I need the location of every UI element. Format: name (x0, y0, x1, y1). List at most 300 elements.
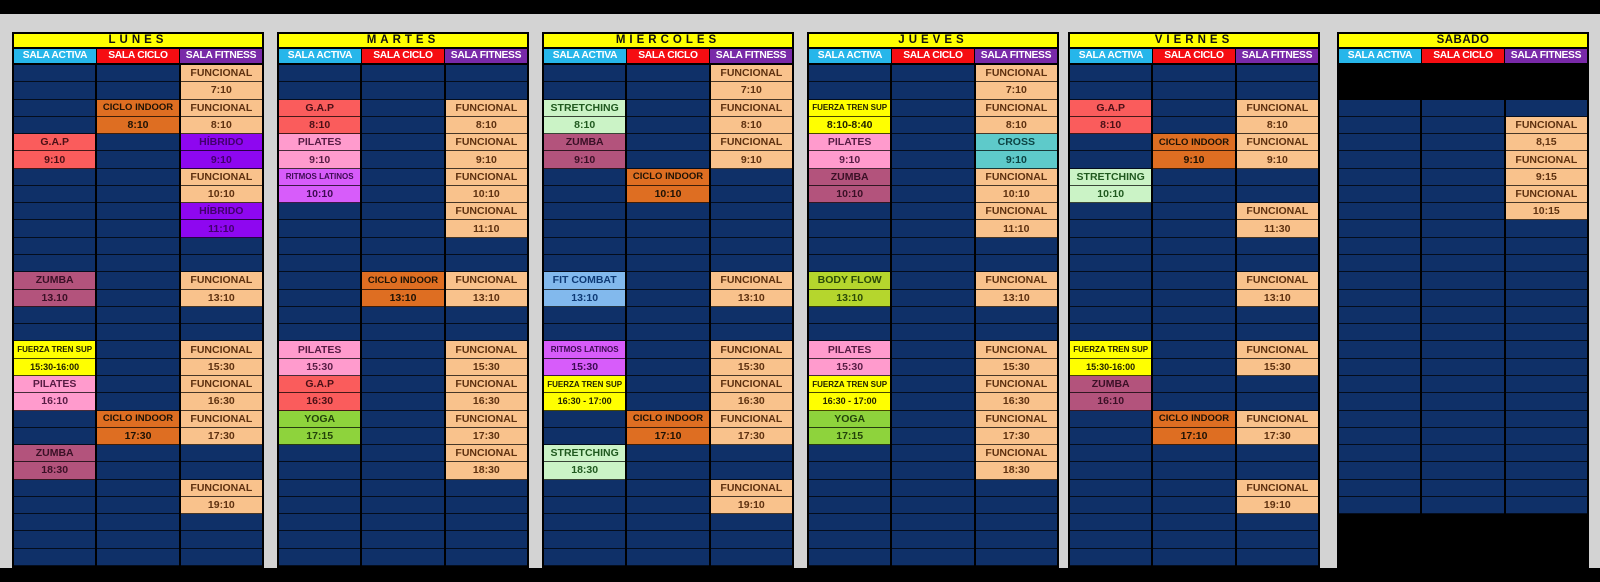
class-name-funcional[interactable]: FUNCIONAL (711, 376, 792, 393)
empty-cell[interactable] (97, 480, 178, 497)
empty-cell[interactable] (627, 514, 708, 531)
empty-cell[interactable] (544, 203, 625, 220)
empty-cell[interactable] (362, 514, 443, 531)
empty-cell[interactable] (279, 514, 360, 531)
empty-cell[interactable] (1339, 117, 1420, 134)
empty-cell[interactable] (892, 497, 973, 514)
empty-cell[interactable] (1070, 151, 1151, 168)
empty-cell[interactable] (1339, 255, 1420, 272)
empty-cell[interactable] (627, 549, 708, 566)
empty-cell[interactable] (892, 65, 973, 82)
empty-cell[interactable] (1070, 255, 1151, 272)
class-name-stretching[interactable]: STRETCHING (1070, 169, 1151, 186)
empty-cell[interactable] (446, 65, 527, 82)
empty-cell[interactable] (544, 497, 625, 514)
empty-cell[interactable] (1070, 290, 1151, 307)
empty-cell[interactable] (892, 324, 973, 341)
class-name-funcional[interactable]: FUNCIONAL (1237, 134, 1318, 151)
class-time-funcional[interactable]: 8:10 (181, 117, 262, 134)
empty-cell[interactable] (1070, 462, 1151, 479)
room-header-sala-fitness[interactable]: SALA FITNESS (445, 49, 527, 63)
empty-cell[interactable] (1506, 290, 1587, 307)
empty-cell[interactable] (809, 255, 890, 272)
empty-cell[interactable] (1070, 445, 1151, 462)
empty-cell[interactable] (362, 359, 443, 376)
class-name-funcional[interactable]: FUNCIONAL (1506, 151, 1587, 168)
class-name-yoga[interactable]: YOGA (279, 411, 360, 428)
class-name-zumba[interactable]: ZUMBA (14, 445, 95, 462)
empty-cell[interactable] (544, 531, 625, 548)
empty-cell[interactable] (14, 100, 95, 117)
class-time-funcional[interactable]: 17:30 (1237, 428, 1318, 445)
empty-cell[interactable] (1070, 272, 1151, 289)
class-name-funcional[interactable]: FUNCIONAL (446, 169, 527, 186)
day-title-lunes[interactable]: LUNES (12, 32, 264, 49)
empty-cell[interactable] (1070, 514, 1151, 531)
empty-cell[interactable] (14, 238, 95, 255)
empty-cell[interactable] (279, 445, 360, 462)
empty-cell[interactable] (97, 169, 178, 186)
class-time-fuerza-tren-sup[interactable]: 16:30 - 17:00 (809, 393, 890, 410)
class-time-zumba[interactable]: 9:10 (544, 151, 625, 168)
empty-cell[interactable] (892, 186, 973, 203)
empty-cell[interactable] (711, 549, 792, 566)
empty-cell[interactable] (1422, 376, 1503, 393)
empty-cell[interactable] (1237, 65, 1318, 82)
class-time-g-a-p[interactable]: 9:10 (14, 151, 95, 168)
empty-cell[interactable] (1237, 514, 1318, 531)
empty-cell[interactable] (892, 428, 973, 445)
empty-cell[interactable] (976, 324, 1057, 341)
class-name-pilates[interactable]: PILATES (279, 134, 360, 151)
empty-cell[interactable] (1339, 290, 1420, 307)
empty-cell[interactable] (892, 376, 973, 393)
empty-cell[interactable] (362, 428, 443, 445)
empty-cell[interactable] (892, 290, 973, 307)
empty-cell[interactable] (627, 445, 708, 462)
empty-cell[interactable] (976, 307, 1057, 324)
empty-cell[interactable] (14, 65, 95, 82)
empty-cell[interactable] (279, 531, 360, 548)
empty-cell[interactable] (627, 480, 708, 497)
empty-cell[interactable] (892, 151, 973, 168)
room-header-sala-activa[interactable]: SALA ACTIVA (14, 49, 97, 63)
empty-cell[interactable] (892, 359, 973, 376)
class-time-funcional[interactable]: 15:30 (1237, 359, 1318, 376)
room-header-sala-activa[interactable]: SALA ACTIVA (279, 49, 362, 63)
empty-cell[interactable] (279, 307, 360, 324)
empty-cell[interactable] (1237, 238, 1318, 255)
empty-cell[interactable] (279, 462, 360, 479)
class-name-funcional[interactable]: FUNCIONAL (1237, 341, 1318, 358)
empty-cell[interactable] (1153, 376, 1234, 393)
class-name-funcional[interactable]: FUNCIONAL (446, 134, 527, 151)
empty-cell[interactable] (1153, 272, 1234, 289)
class-time-funcional[interactable]: 19:10 (711, 497, 792, 514)
class-time-funcional[interactable]: 15:30 (976, 359, 1057, 376)
empty-cell[interactable] (1506, 411, 1587, 428)
empty-cell[interactable] (1237, 376, 1318, 393)
empty-cell[interactable] (14, 203, 95, 220)
empty-cell[interactable] (976, 531, 1057, 548)
empty-cell[interactable] (892, 307, 973, 324)
empty-cell[interactable] (1506, 480, 1587, 497)
class-name-funcional[interactable]: FUNCIONAL (711, 134, 792, 151)
empty-cell[interactable] (1422, 341, 1503, 358)
class-name-fuerza-tren-sup[interactable]: FUERZA TREN SUP (544, 376, 625, 393)
empty-cell[interactable] (1339, 238, 1420, 255)
class-name-funcional[interactable]: FUNCIONAL (1237, 480, 1318, 497)
empty-cell[interactable] (279, 480, 360, 497)
empty-cell[interactable] (446, 514, 527, 531)
empty-cell[interactable] (181, 549, 262, 566)
class-name-pilates[interactable]: PILATES (279, 341, 360, 358)
class-name-fuerza-tren-sup[interactable]: FUERZA TREN SUP (14, 341, 95, 358)
empty-cell[interactable] (97, 359, 178, 376)
empty-cell[interactable] (544, 307, 625, 324)
empty-cell[interactable] (892, 341, 973, 358)
empty-cell[interactable] (1422, 307, 1503, 324)
empty-cell[interactable] (627, 462, 708, 479)
empty-cell[interactable] (14, 411, 95, 428)
empty-cell[interactable] (362, 480, 443, 497)
class-name-funcional[interactable]: FUNCIONAL (976, 100, 1057, 117)
empty-cell[interactable] (97, 531, 178, 548)
empty-cell[interactable] (279, 549, 360, 566)
empty-cell[interactable] (544, 324, 625, 341)
class-name-ciclo-indoor[interactable]: CICLO INDOOR (627, 169, 708, 186)
class-time-zumba[interactable]: 13.10 (14, 290, 95, 307)
empty-cell[interactable] (627, 65, 708, 82)
class-time-ciclo-indoor[interactable]: 13:10 (362, 290, 443, 307)
class-name-ritmos-latinos[interactable]: RITMOS LATINOS (544, 341, 625, 358)
empty-cell[interactable] (976, 255, 1057, 272)
empty-cell[interactable] (97, 238, 178, 255)
empty-cell[interactable] (97, 134, 178, 151)
class-time-funcional[interactable]: 11:10 (976, 220, 1057, 237)
empty-cell[interactable] (446, 307, 527, 324)
empty-cell[interactable] (1339, 376, 1420, 393)
class-time-ciclo-indoor[interactable]: 17:10 (627, 428, 708, 445)
class-name-funcional[interactable]: FUNCIONAL (181, 100, 262, 117)
empty-cell[interactable] (97, 376, 178, 393)
empty-cell[interactable] (711, 324, 792, 341)
empty-cell[interactable] (627, 220, 708, 237)
empty-cell[interactable] (181, 445, 262, 462)
empty-cell[interactable] (279, 203, 360, 220)
empty-cell[interactable] (181, 238, 262, 255)
empty-cell[interactable] (544, 186, 625, 203)
class-name-funcional[interactable]: FUNCIONAL (711, 411, 792, 428)
empty-cell[interactable] (362, 531, 443, 548)
empty-cell[interactable] (97, 549, 178, 566)
empty-cell[interactable] (1506, 324, 1587, 341)
empty-cell[interactable] (809, 65, 890, 82)
empty-cell[interactable] (97, 341, 178, 358)
class-name-funcional[interactable]: FUNCIONAL (446, 445, 527, 462)
class-name-ritmos-latinos[interactable]: RITMOS LATINOS (279, 169, 360, 186)
empty-cell[interactable] (14, 531, 95, 548)
empty-cell[interactable] (809, 445, 890, 462)
empty-cell[interactable] (1070, 134, 1151, 151)
empty-cell[interactable] (809, 497, 890, 514)
class-time-funcional[interactable]: 7:10 (711, 82, 792, 99)
empty-cell[interactable] (362, 134, 443, 151)
empty-cell[interactable] (1339, 341, 1420, 358)
class-name-funcional[interactable]: FUNCIONAL (1237, 100, 1318, 117)
class-name-ciclo-indoor[interactable]: CICLO INDOOR (97, 411, 178, 428)
empty-cell[interactable] (809, 220, 890, 237)
class-name-g-a-p[interactable]: G.A.P (279, 100, 360, 117)
empty-cell[interactable] (362, 307, 443, 324)
class-time-funcional[interactable]: 9:15 (1506, 169, 1587, 186)
empty-cell[interactable] (892, 220, 973, 237)
empty-cell[interactable] (1070, 411, 1151, 428)
empty-cell[interactable] (892, 480, 973, 497)
empty-cell[interactable] (1339, 169, 1420, 186)
empty-cell[interactable] (446, 497, 527, 514)
empty-cell[interactable] (1153, 497, 1234, 514)
class-name-fuerza-tren-sup[interactable]: FUERZA TREN SUP (809, 376, 890, 393)
empty-cell[interactable] (627, 393, 708, 410)
class-time-fit-combat[interactable]: 13:10 (544, 290, 625, 307)
class-time-funcional[interactable]: 7:10 (976, 82, 1057, 99)
class-name-zumba[interactable]: ZUMBA (1070, 376, 1151, 393)
class-name-pilates[interactable]: PILATES (809, 341, 890, 358)
empty-cell[interactable] (1339, 203, 1420, 220)
empty-cell[interactable] (362, 393, 443, 410)
class-name-zumba[interactable]: ZUMBA (809, 169, 890, 186)
empty-cell[interactable] (1506, 376, 1587, 393)
empty-cell[interactable] (544, 65, 625, 82)
empty-cell[interactable] (627, 341, 708, 358)
empty-cell[interactable] (1153, 238, 1234, 255)
empty-cell[interactable] (809, 514, 890, 531)
empty-cell[interactable] (97, 307, 178, 324)
empty-cell[interactable] (711, 186, 792, 203)
class-name-funcional[interactable]: FUNCIONAL (976, 376, 1057, 393)
empty-cell[interactable] (97, 324, 178, 341)
class-time-funcional[interactable]: 10:15 (1506, 203, 1587, 220)
empty-cell[interactable] (279, 65, 360, 82)
class-time-funcional[interactable]: 15:30 (711, 359, 792, 376)
empty-cell[interactable] (1422, 411, 1503, 428)
class-time-funcional[interactable]: 11:30 (1237, 220, 1318, 237)
empty-cell[interactable] (97, 203, 178, 220)
day-title-miercoles[interactable]: MIÉRCOLES (542, 32, 794, 49)
empty-cell[interactable] (14, 82, 95, 99)
class-time-stretching[interactable]: 8:10 (544, 117, 625, 134)
empty-cell[interactable] (892, 117, 973, 134)
empty-cell[interactable] (892, 514, 973, 531)
class-time-ritmos-latinos[interactable]: 15:30 (544, 359, 625, 376)
empty-cell[interactable] (97, 186, 178, 203)
class-name-funcional[interactable]: FUNCIONAL (711, 341, 792, 358)
empty-cell[interactable] (1153, 169, 1234, 186)
class-time-pilates[interactable]: 9:10 (279, 151, 360, 168)
empty-cell[interactable] (892, 255, 973, 272)
empty-cell[interactable] (1153, 100, 1234, 117)
room-header-sala-activa[interactable]: SALA ACTIVA (544, 49, 627, 63)
empty-cell[interactable] (544, 82, 625, 99)
empty-cell[interactable] (976, 480, 1057, 497)
room-header-sala-fitness[interactable]: SALA FITNESS (1505, 49, 1587, 63)
empty-cell[interactable] (97, 290, 178, 307)
class-name-funcional[interactable]: FUNCIONAL (976, 203, 1057, 220)
empty-cell[interactable] (279, 220, 360, 237)
empty-cell[interactable] (544, 480, 625, 497)
empty-cell[interactable] (1070, 82, 1151, 99)
class-time-funcional[interactable]: 13:10 (446, 290, 527, 307)
empty-cell[interactable] (1339, 462, 1420, 479)
empty-cell[interactable] (1422, 428, 1503, 445)
empty-cell[interactable] (1339, 134, 1420, 151)
class-name-zumba[interactable]: ZUMBA (544, 134, 625, 151)
empty-cell[interactable] (1339, 393, 1420, 410)
empty-cell[interactable] (1070, 549, 1151, 566)
empty-cell[interactable] (711, 307, 792, 324)
empty-cell[interactable] (627, 376, 708, 393)
empty-cell[interactable] (181, 462, 262, 479)
class-name-funcional[interactable]: FUNCIONAL (976, 65, 1057, 82)
class-time-ciclo-indoor[interactable]: 17:30 (97, 428, 178, 445)
empty-cell[interactable] (181, 255, 262, 272)
class-time-funcional[interactable]: 9:10 (711, 151, 792, 168)
empty-cell[interactable] (446, 255, 527, 272)
empty-cell[interactable] (1506, 428, 1587, 445)
empty-cell[interactable] (279, 272, 360, 289)
empty-cell[interactable] (1153, 462, 1234, 479)
empty-cell[interactable] (1153, 117, 1234, 134)
class-name-funcional[interactable]: FUNCIONAL (1237, 411, 1318, 428)
empty-cell[interactable] (544, 411, 625, 428)
empty-cell[interactable] (1070, 307, 1151, 324)
empty-cell[interactable] (627, 497, 708, 514)
day-title-jueves[interactable]: JUEVES (807, 32, 1059, 49)
empty-cell[interactable] (1237, 531, 1318, 548)
empty-cell[interactable] (1422, 186, 1503, 203)
empty-cell[interactable] (1153, 480, 1234, 497)
class-name-funcional[interactable]: FUNCIONAL (1506, 186, 1587, 203)
empty-cell[interactable] (279, 497, 360, 514)
empty-cell[interactable] (1506, 393, 1587, 410)
empty-cell[interactable] (362, 203, 443, 220)
empty-cell[interactable] (279, 82, 360, 99)
class-name-ciclo-indoor[interactable]: CICLO INDOOR (362, 272, 443, 289)
class-name-funcional[interactable]: FUNCIONAL (181, 272, 262, 289)
empty-cell[interactable] (1237, 462, 1318, 479)
empty-cell[interactable] (446, 549, 527, 566)
empty-cell[interactable] (627, 255, 708, 272)
empty-cell[interactable] (809, 82, 890, 99)
class-time-stretching[interactable]: 10:10 (1070, 186, 1151, 203)
empty-cell[interactable] (1422, 255, 1503, 272)
empty-cell[interactable] (97, 82, 178, 99)
class-time-funcional[interactable]: 11:10 (446, 220, 527, 237)
class-name-funcional[interactable]: FUNCIONAL (181, 65, 262, 82)
room-header-sala-ciclo[interactable]: SALA CICLO (1422, 49, 1505, 63)
class-name-funcional[interactable]: FUNCIONAL (976, 169, 1057, 186)
empty-cell[interactable] (1339, 445, 1420, 462)
class-name-funcional[interactable]: FUNCIONAL (1237, 272, 1318, 289)
empty-cell[interactable] (1153, 255, 1234, 272)
empty-cell[interactable] (627, 151, 708, 168)
class-time-funcional[interactable]: 17:30 (446, 428, 527, 445)
empty-cell[interactable] (1153, 307, 1234, 324)
class-name-hibrido[interactable]: HÍBRIDO (181, 203, 262, 220)
empty-cell[interactable] (97, 393, 178, 410)
empty-cell[interactable] (1339, 497, 1420, 514)
class-name-g-a-p[interactable]: G.A.P (279, 376, 360, 393)
empty-cell[interactable] (1422, 393, 1503, 410)
empty-cell[interactable] (362, 100, 443, 117)
empty-cell[interactable] (362, 411, 443, 428)
class-time-g-a-p[interactable]: 16:30 (279, 393, 360, 410)
class-time-g-a-p[interactable]: 8:10 (279, 117, 360, 134)
class-name-hibrido[interactable]: HÍBRIDO (181, 134, 262, 151)
empty-cell[interactable] (1506, 497, 1587, 514)
class-time-funcional[interactable]: 13:10 (711, 290, 792, 307)
empty-cell[interactable] (1070, 324, 1151, 341)
empty-cell[interactable] (809, 203, 890, 220)
empty-cell[interactable] (1070, 220, 1151, 237)
empty-cell[interactable] (976, 514, 1057, 531)
class-time-ciclo-indoor[interactable]: 9:10 (1153, 151, 1234, 168)
day-title-viernes[interactable]: VIERNES (1068, 32, 1320, 49)
class-name-funcional[interactable]: FUNCIONAL (446, 272, 527, 289)
empty-cell[interactable] (1070, 65, 1151, 82)
empty-cell[interactable] (1237, 445, 1318, 462)
empty-cell[interactable] (544, 514, 625, 531)
class-name-g-a-p[interactable]: G.A.P (1070, 100, 1151, 117)
room-header-sala-activa[interactable]: SALA ACTIVA (1339, 49, 1422, 63)
empty-cell[interactable] (1422, 151, 1503, 168)
empty-cell[interactable] (711, 462, 792, 479)
empty-cell[interactable] (1422, 290, 1503, 307)
class-time-cross[interactable]: 9:10 (976, 151, 1057, 168)
empty-cell[interactable] (627, 134, 708, 151)
class-name-body-flow[interactable]: BODY FLOW (809, 272, 890, 289)
empty-cell[interactable] (446, 531, 527, 548)
empty-cell[interactable] (1422, 134, 1503, 151)
empty-cell[interactable] (362, 497, 443, 514)
empty-cell[interactable] (1506, 341, 1587, 358)
class-time-fuerza-tren-sup[interactable]: 16:30 - 17:00 (544, 393, 625, 410)
class-name-g-a-p[interactable]: G.A.P (14, 134, 95, 151)
class-time-pilates[interactable]: 16:10 (14, 393, 95, 410)
empty-cell[interactable] (1237, 186, 1318, 203)
empty-cell[interactable] (1339, 151, 1420, 168)
class-time-funcional[interactable]: 8,15 (1506, 134, 1587, 151)
empty-cell[interactable] (711, 169, 792, 186)
empty-cell[interactable] (809, 549, 890, 566)
empty-cell[interactable] (711, 531, 792, 548)
empty-cell[interactable] (809, 238, 890, 255)
empty-cell[interactable] (809, 480, 890, 497)
class-time-funcional[interactable]: 16:30 (446, 393, 527, 410)
empty-cell[interactable] (279, 238, 360, 255)
empty-cell[interactable] (1506, 462, 1587, 479)
class-time-funcional[interactable]: 16:30 (976, 393, 1057, 410)
class-name-funcional[interactable]: FUNCIONAL (976, 272, 1057, 289)
empty-cell[interactable] (97, 445, 178, 462)
empty-cell[interactable] (892, 393, 973, 410)
empty-cell[interactable] (892, 169, 973, 186)
empty-cell[interactable] (976, 497, 1057, 514)
empty-cell[interactable] (809, 324, 890, 341)
empty-cell[interactable] (1070, 497, 1151, 514)
class-time-hibrido[interactable]: 11:10 (181, 220, 262, 237)
